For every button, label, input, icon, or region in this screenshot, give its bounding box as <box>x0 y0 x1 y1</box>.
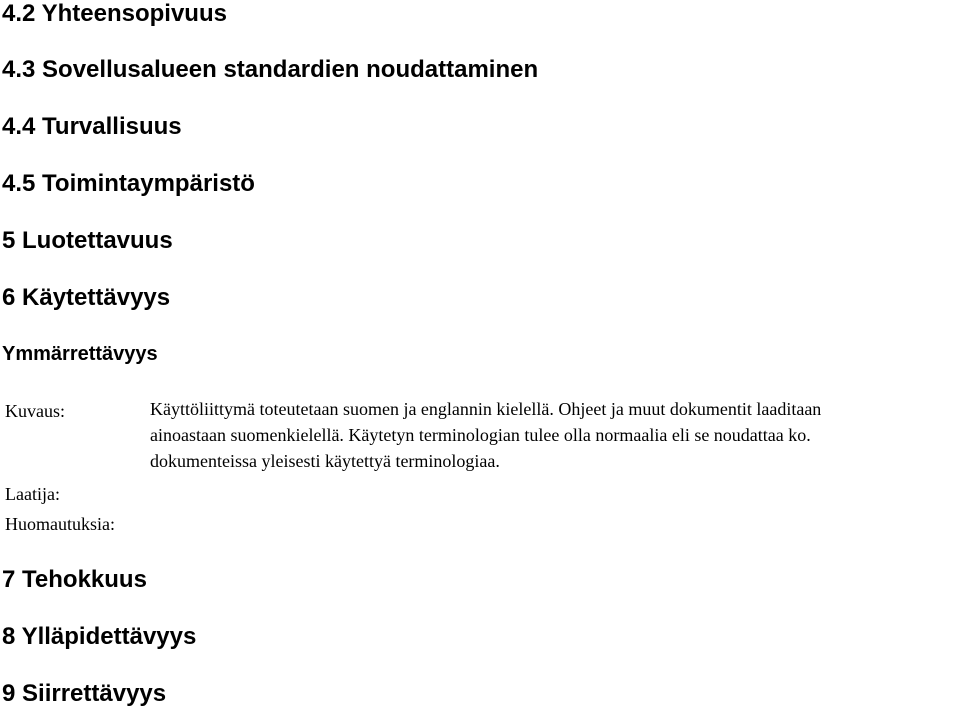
heading-6: 6 Käytettävyys <box>2 284 171 311</box>
heading-4-4: 4.4 Turvallisuus <box>2 113 182 140</box>
heading-4-3: 4.3 Sovellusalueen standardien noudattaminen <box>2 56 539 83</box>
notes-label: Huomautuksia: <box>5 514 115 534</box>
subsection-title: Ymmärrettävyys <box>2 343 158 365</box>
heading-7: 7 Tehokkuus <box>2 566 147 593</box>
description-text <box>150 396 958 474</box>
description-label: Kuvaus: <box>5 401 65 421</box>
author-label: Laatija: <box>5 484 60 504</box>
description-line: ainoastaan suomenkielellä. Käytetyn terminologian tulee olla normaalia eli se noudattaa ko. <box>150 425 811 445</box>
heading-4-2: 4.2 Yhteensopivuus <box>2 0 227 27</box>
heading-5: 5 Luotettavuus <box>2 227 173 254</box>
description-line: dokumenteissa yleisesti käytettyä terminologiaa. <box>150 451 500 471</box>
heading-8: 8 Ylläpidettävyys <box>2 623 197 650</box>
heading-9: 9 Siirrettävyys <box>2 680 167 707</box>
description-line: Käyttöliittymä toteutetaan suomen ja englannin kielellä. Ohjeet ja muut dokumentit laaditaan <box>150 399 822 419</box>
heading-4-5: 4.5 Toimintaympäristö <box>2 170 255 197</box>
